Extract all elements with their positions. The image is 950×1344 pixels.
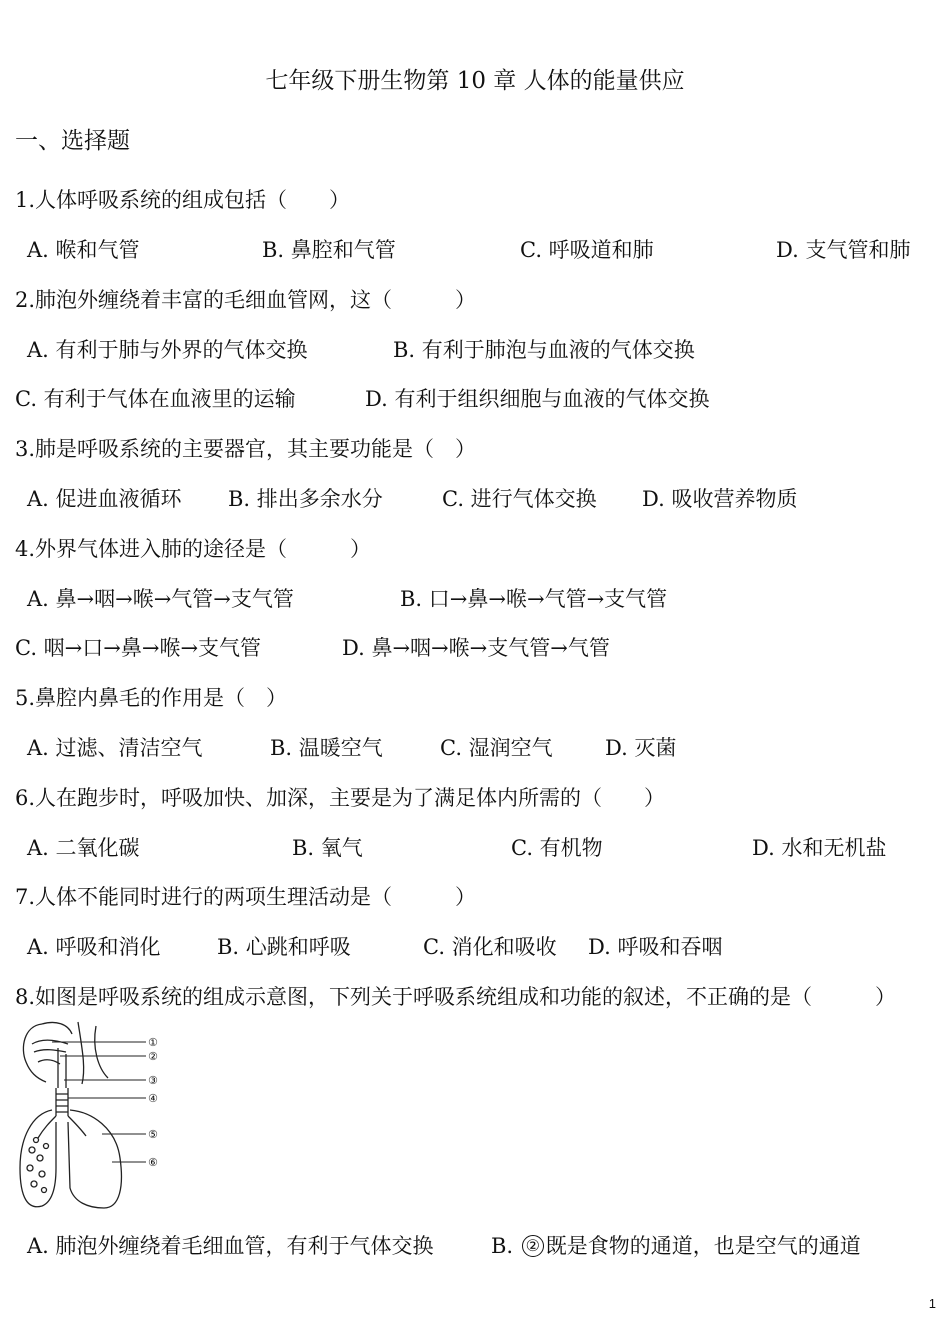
question-1-stem: 1.人体呼吸系统的组成包括（ ） [15,188,351,212]
circled-number-2: ② [522,1235,544,1257]
figure-label-1: ① [148,1036,158,1049]
question-5-stem: 5.鼻腔内鼻毛的作用是（ ） [15,686,288,710]
q6-option-b: B. 氧气 [292,836,363,860]
page-number: 1 [928,1296,936,1311]
question-3-stem: 3.肺是呼吸系统的主要器官，其主要功能是（ ） [15,437,477,461]
q8-option-b-text: 既是食物的通道，也是空气的通道 [545,1234,861,1258]
q7-option-b: B. 心跳和呼吸 [217,935,351,959]
figure-label-4: ④ [148,1092,158,1105]
question-4-stem: 4.外界气体进入肺的途径是（ ） [15,537,372,561]
q2-option-d: D. 有利于组织细胞与血液的气体交换 [365,387,710,411]
question-7-stem: 7.人体不能同时进行的两项生理活动是（ ） [15,885,477,909]
q5-option-a: A. 过滤、清洁空气 [27,736,203,760]
q7-option-a: A. 呼吸和消化 [27,935,161,959]
q2-option-c: C. 有利于气体在血液里的运输 [15,387,296,411]
q6-option-d: D. 水和无机盐 [752,836,887,860]
question-2-stem: 2.肺泡外缠绕着丰富的毛细血管网，这（ ） [15,288,477,312]
figure-label-2: ② [148,1050,158,1063]
q1-option-a: A. 喉和气管 [27,238,140,262]
page-title: 七年级下册生物第 10 章 人体的能量供应 [265,68,685,94]
q5-option-d: D. 灭菌 [605,736,677,760]
question-6-stem: 6.人在跑步时，呼吸加快、加深，主要是为了满足体内所需的（ ） [15,786,666,810]
q3-option-a: A. 促进血液循环 [27,487,182,511]
figure-label-5: ⑤ [148,1128,158,1141]
q5-option-b: B. 温暖空气 [270,736,383,760]
q8-option-b-letter: B. [491,1234,514,1258]
q4-option-b: B. 口→鼻→喉→气管→支气管 [400,587,668,611]
q7-option-d: D. 呼吸和吞咽 [588,935,723,959]
q8-option-b [491,1230,861,1260]
q5-option-c: C. 湿润空气 [440,736,553,760]
q7-option-c: C. 消化和吸收 [423,935,557,959]
q4-option-d: D. 鼻→咽→喉→支气管→气管 [342,636,610,660]
question-8-stem: 8.如图是呼吸系统的组成示意图，下列关于呼吸系统组成和功能的叙述，不正确的是（ ） [15,985,897,1009]
q2-option-a: A. 有利于肺与外界的气体交换 [27,338,308,362]
q3-option-d: D. 吸收营养物质 [642,487,798,511]
q4-option-c: C. 咽→口→鼻→喉→支气管 [15,636,262,660]
q1-option-c: C. 呼吸道和肺 [520,238,654,262]
figure-label-6: ⑥ [148,1156,158,1169]
q3-option-c: C. 进行气体交换 [442,487,597,511]
q3-option-b: B. 排出多余水分 [228,487,383,511]
q1-option-b: B. 鼻腔和气管 [262,238,396,262]
figure-label-3: ③ [148,1074,158,1087]
q4-option-a: A. 鼻→咽→喉→气管→支气管 [27,587,294,611]
q2-option-b: B. 有利于肺泡与血液的气体交换 [393,338,695,362]
q1-option-d: D. 支气管和肺 [776,238,911,262]
respiratory-system-figure [12,1018,172,1216]
q6-option-a: A. 二氧化碳 [27,836,140,860]
section-heading: 一、选择题 [15,128,130,154]
q8-option-a: A. 肺泡外缠绕着毛细血管，有利于气体交换 [27,1234,434,1258]
q6-option-c: C. 有机物 [511,836,603,860]
